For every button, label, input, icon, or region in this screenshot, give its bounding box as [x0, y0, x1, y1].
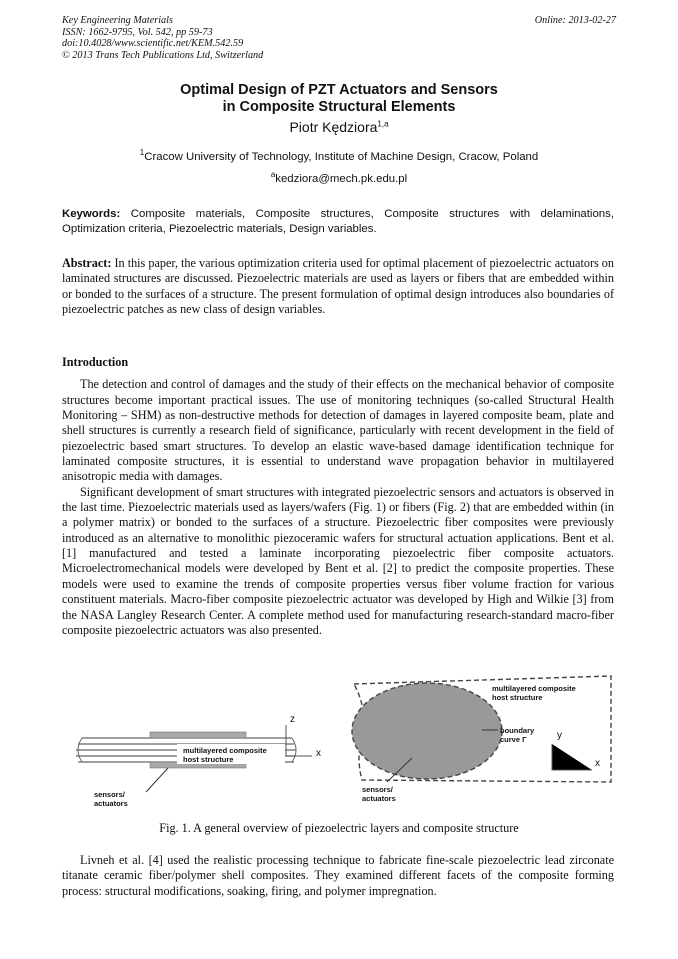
figure-1	[62, 670, 614, 810]
abstract-label: Abstract:	[62, 256, 112, 270]
right-sensor-label-line-2: actuators	[362, 794, 396, 803]
figure-caption: Fig. 1. A general overview of piezoelectric layers and composite structure	[159, 821, 519, 835]
keywords	[62, 207, 614, 236]
journal-name: Key Engineering Materials	[62, 15, 173, 26]
right-sensor-label-line-1: sensors/	[362, 785, 393, 794]
continuation-paragraph: Livneh et al. [4] used the realistic processing technique to fabricate fine-scale piezoelectric lead zirconate titanate ceramic fiber/polymer shell composites. They examined different facets of the composite forming process: structural modifications, soaking, firing, and polymer impregnation.	[62, 853, 614, 898]
left-sensor-label	[94, 790, 128, 808]
left-axis-x-label: x	[316, 748, 321, 759]
affiliation-text: Cracow University of Technology, Institute of Machine Design, Cracow, Poland	[144, 151, 539, 163]
keywords-label: Keywords:	[62, 208, 121, 220]
title-line-2: in Composite Structural Elements	[222, 99, 456, 115]
right-axis-x-label: x	[595, 758, 600, 769]
author-sup: 1,a	[377, 119, 389, 129]
right-host-label-line-2: host structure	[492, 693, 543, 702]
left-host-label-line-2: host structure	[183, 755, 234, 764]
affiliation	[0, 148, 678, 163]
top-piezo-patch	[150, 732, 246, 738]
left-host-label-line-1: multilayered composite	[183, 746, 267, 755]
abstract	[62, 256, 614, 318]
left-host-label	[183, 746, 267, 764]
email	[0, 170, 678, 185]
boundary-label-line-2: curve Γ	[500, 735, 527, 744]
left-sensor-pointer	[146, 768, 168, 792]
continuation-section	[62, 853, 614, 899]
intro-paragraph-2: Significant development of smart structures with integrated piezoelectric sensors and actuators is observed in the last time. Piezoelectric materials used as layers/wafers (Fig. 1) or fibers (Fig. 2) that are embedded within (in a polymer matrix) or bonded to the surfaces of a structure. Piezoelectric fiber composites were previously introduced as an alternative to monolithic piezoceramic wafers for structural actuation applications. Bent et al. [1] manufactured and tested a laminate incorporating piezoelectric fiber composite actuators. Microelectromechanical models were developed by Bent et al. [2] to predict the composite properties. These models were used to examine the trends of composite properties versus fiber volume fraction for various constituent materials. Macro-fiber composite piezoelectric actuator was developed by High and Wilkie [3] from the NASA Langley Research Center. A complete method used for manufacturing research-standard macro-fiber composite piezoelectric actuators was also presented.	[62, 484, 614, 637]
left-sensor-label-line-1: sensors/	[94, 790, 125, 799]
online-date: Online: 2013-02-27	[534, 15, 616, 26]
abstract-text: In this paper, the various optimization criteria used for optimal placement of piezoelectric actuators on laminated structures are discussed. Piezoelectric materials are used as layers or fibers that are embedded within or bonded to the surfaces of a structure. The present formulation of optimal design introduces also boundaries of piezoelectric patches as new class of design variables.	[62, 256, 614, 317]
intro-paragraph-1: The detection and control of damages and the study of their effects on the mechanical behavior of composite structures become important practical issues. The use of monitoring techniques (so-called Structural Health Monitoring – SHM) as non-destructive methods for detection of damages in layered composite beam, plate and shell structures is currently a research field of significance, particularly with recent development in the field of piezoelectric based smart structures. To develop an elastic wave-based damage identification technique for laminated composite structures, it is essential to understand wave propagation behavior in multilayered anisotropic media with damages.	[62, 377, 614, 484]
journal-header	[62, 15, 263, 61]
right-sensor-label	[362, 785, 396, 803]
title-line-1: Optimal Design of PZT Actuators and Sensors	[180, 82, 498, 98]
issn-line: ISSN: 1662-9795, Vol. 542, pp 59-73	[62, 26, 213, 38]
email-sup: a	[270, 170, 276, 180]
right-host-label-line-1: multilayered composite	[492, 684, 576, 693]
boundary-label-line-1: boundary	[500, 726, 535, 735]
left-axis-z-label: z	[290, 714, 295, 725]
right-axis-y-label: y	[557, 730, 562, 741]
paper-title	[0, 82, 678, 116]
keywords-text: Composite materials, Composite structures, Composite structures with delaminations, Optimization criteria, Piezoelectric materials, Design variables.	[62, 208, 614, 235]
introduction-section	[62, 355, 614, 638]
boundary-label	[500, 726, 534, 744]
email-text: kedziora@mech.pk.edu.pl	[275, 173, 408, 185]
right-axes	[552, 744, 592, 770]
left-sensor-label-line-2: actuators	[94, 799, 128, 808]
introduction-heading: Introduction	[62, 355, 129, 369]
author-name: Piotr Kędziora	[289, 119, 378, 135]
affiliation-sup: 1	[139, 148, 145, 158]
right-host-label	[492, 684, 576, 702]
copyright-line: © 2013 Trans Tech Publications Ltd, Switzerland	[62, 49, 264, 61]
doi-line: doi:10.4028/www.scientific.net/KEM.542.59	[62, 38, 244, 49]
author	[0, 119, 678, 135]
elliptical-piezo-patch	[352, 683, 502, 779]
